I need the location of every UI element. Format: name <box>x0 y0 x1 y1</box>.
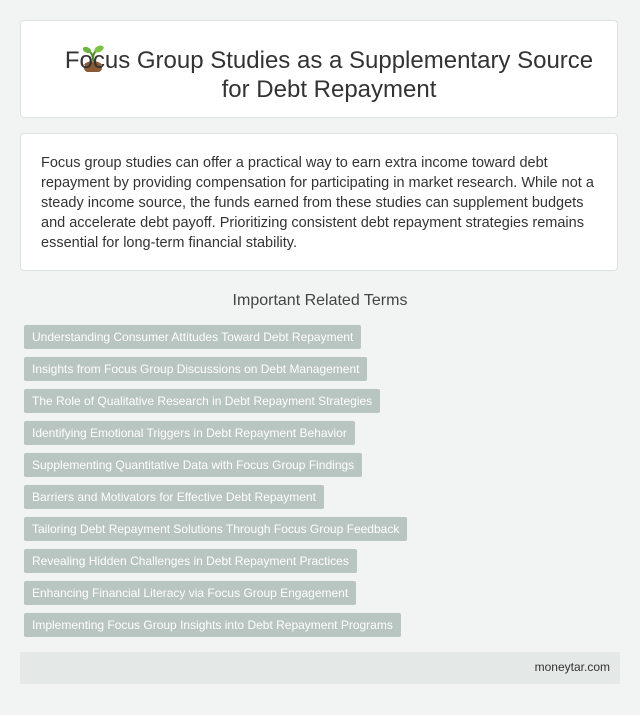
summary-card <box>20 133 618 271</box>
footer <box>20 652 620 684</box>
footer-site-link[interactable]: moneytar.com <box>534 660 610 674</box>
summary-text: Focus group studies can offer a practical way to earn extra income toward debt repayment by providing compensation for participating in market research. While not a steady income source, the funds earned from these studies can supplement budgets and accelerate debt payoff. Prioritizing consistent debt repayment strategies remains essential for long-term financial stability. <box>41 155 594 251</box>
related-term[interactable]: Enhancing Financial Literacy via Focus Group Engagement <box>24 581 356 605</box>
related-term[interactable]: Barriers and Motivators for Effective Debt Repayment <box>24 485 324 509</box>
page-title: Focus Group Studies as a Supplementary Source for Debt Repayment <box>64 47 594 103</box>
related-term[interactable]: Revealing Hidden Challenges in Debt Repayment Practices <box>24 549 357 573</box>
related-term[interactable]: The Role of Qualitative Research in Debt Repayment Strategies <box>24 389 380 413</box>
related-term[interactable]: Insights from Focus Group Discussions on Debt Management <box>24 357 367 381</box>
related-term[interactable]: Implementing Focus Group Insights into Debt Repayment Programs <box>24 613 401 637</box>
related-term[interactable]: Understanding Consumer Attitudes Toward Debt Repayment <box>24 325 361 349</box>
related-terms-heading: Important Related Terms <box>232 292 408 309</box>
related-term[interactable]: Identifying Emotional Triggers in Debt Repayment Behavior <box>24 421 355 445</box>
related-term[interactable]: Tailoring Debt Repayment Solutions Through Focus Group Feedback <box>24 517 407 541</box>
related-term[interactable]: Supplementing Quantitative Data with Focus Group Findings <box>24 453 362 477</box>
header-card <box>20 20 618 118</box>
